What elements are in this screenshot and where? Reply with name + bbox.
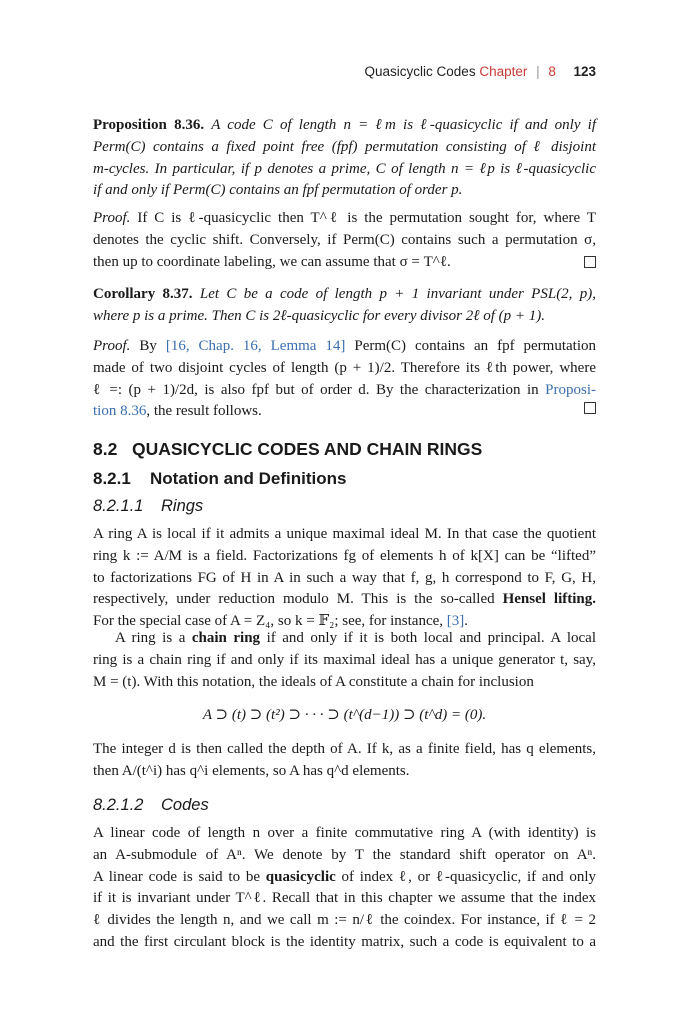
proof-text: , the result follows. bbox=[146, 403, 262, 420]
running-head-title: Quasicyclic Codes bbox=[364, 64, 476, 79]
rings-paragraph-2 bbox=[93, 628, 596, 693]
section-heading bbox=[93, 439, 482, 460]
text-run: A ring is a bbox=[115, 630, 186, 646]
cross-ref-link[interactable]: tion 8.36 bbox=[93, 403, 147, 420]
citation-link[interactable]: [3] bbox=[446, 613, 465, 630]
subsubsection-heading-rings bbox=[93, 497, 203, 516]
subsubsection-heading-codes bbox=[93, 796, 209, 815]
text-line: and the first circulant block is the identity matrix, such a code is equivalent to a bbox=[93, 933, 596, 950]
chain-ring-term: chain ring bbox=[191, 630, 261, 646]
proof-line: If C is ℓ-quasicyclic then T^ℓ is the permutation sought for, where T bbox=[137, 210, 597, 226]
text-run: For the special case of A = Z₄, so k = 𝔽₂; see, for instance, bbox=[93, 613, 444, 630]
subsubsection-title: Rings bbox=[161, 497, 204, 515]
running-head bbox=[365, 64, 596, 79]
proposition-line: if and only if Perm(C) contains an fpf permutation of order p. bbox=[93, 182, 463, 199]
text-line: A ring A is local if it admits a unique maximal ideal M. In that case the quotient bbox=[93, 526, 596, 542]
proof-label: Proof. bbox=[93, 338, 131, 354]
text-line: ℓ divides the length n, and we call m := n/ℓ the coindex. For instance, if ℓ = 2 bbox=[93, 912, 596, 929]
subsection-title: Notation and Definitions bbox=[150, 469, 347, 488]
text-line: to factorizations FG of H in A in such a way that f, g, h correspond to F, G, H, bbox=[93, 569, 596, 586]
text-run: if and only if it is both local and principal. A local bbox=[266, 630, 597, 646]
proof-prop-8-36 bbox=[93, 208, 596, 273]
proof-text: Perm(C) contains an fpf permutation bbox=[354, 338, 597, 354]
rings-paragraph-1 bbox=[93, 524, 596, 633]
proof-line: made of two disjoint cycles of length (p + 1)/2. Therefore its ℓth power, where bbox=[93, 359, 596, 376]
text-run: . bbox=[464, 613, 469, 630]
quasicyclic-term: quasicyclic bbox=[265, 868, 336, 885]
text-run: respectively, under reduction modulo M. This is the so-called bbox=[93, 591, 495, 608]
proposition-line: A code C of length n = ℓm is ℓ-quasicyclic if and only if bbox=[211, 117, 597, 133]
text-line: M = (t). With this notation, the ideals of A constitute a chain for inclusion bbox=[93, 673, 534, 690]
qed-symbol bbox=[584, 256, 596, 268]
text-line: then A/(t^i) has q^i elements, so A has q^d elements. bbox=[93, 762, 410, 779]
text-line: ring k := A/M is a field. Factorizations fg of elements h of k[X] can be “lifted” bbox=[93, 547, 596, 564]
rings-paragraph-3 bbox=[93, 739, 596, 783]
text-line: if it is invariant under T^ℓ. Recall that in this chapter we assume that the index bbox=[93, 890, 596, 907]
proof-line: denotes the cyclic shift. Conversely, if Perm(C) contains such a permutation σ, bbox=[93, 231, 596, 248]
proof-text: By bbox=[139, 338, 157, 354]
subsubsection-number: 8.2.1.1 bbox=[93, 497, 144, 515]
proof-cor-8-37 bbox=[93, 336, 596, 423]
text-line: an A-submodule of Aⁿ. We denote by T the standard shift operator on Aⁿ. bbox=[93, 846, 596, 863]
text-line: The integer d is then called the depth of A. If k, as a finite field, has q elements, bbox=[93, 741, 596, 757]
section-title: QUASICYCLIC CODES AND CHAIN RINGS bbox=[132, 439, 483, 459]
text-line: A linear code of length n over a finite commutative ring A (with identity) is bbox=[93, 825, 596, 841]
proof-text: ℓ =: (p + 1)/2d, is also fpf but of order d. By the characterization in bbox=[93, 381, 539, 398]
subsubsection-number: 8.2.1.2 bbox=[93, 796, 144, 814]
proposition-line: m-cycles. In particular, if p denotes a prime, C of length n = ℓp is ℓ-quasicyclic bbox=[93, 160, 596, 177]
cross-ref-link[interactable]: Proposi- bbox=[545, 381, 596, 398]
running-head-chapter-label: Chapter bbox=[479, 64, 528, 79]
subsection-number: 8.2.1 bbox=[93, 469, 131, 488]
proposition-label: Proposition 8.36. bbox=[93, 117, 205, 133]
proposition-line: Perm(C) contains a fixed point free (fpf) permutation consisting of ℓ disjoint bbox=[93, 138, 596, 155]
corollary-label: Corollary 8.37. bbox=[93, 286, 193, 302]
subsection-heading bbox=[93, 469, 346, 489]
page-number: 123 bbox=[573, 64, 596, 79]
running-head-chapter-number: 8 bbox=[548, 64, 556, 79]
qed-symbol bbox=[584, 402, 596, 414]
corollary-line: Let C be a code of length p + 1 invariant under PSL(2, p), bbox=[199, 286, 597, 302]
corollary-8-37 bbox=[93, 284, 596, 328]
proof-line: then up to coordinate labeling, we can assume that σ = T^ℓ. bbox=[93, 253, 451, 270]
corollary-line: where p is a prime. Then C is 2ℓ-quasicyclic for every divisor 2ℓ of (p + 1). bbox=[93, 307, 545, 324]
codes-paragraph bbox=[93, 823, 596, 954]
running-head-separator: | bbox=[536, 64, 540, 79]
text-run: of index ℓ, or ℓ-quasicyclic, if and only bbox=[341, 868, 597, 885]
text-run: A linear code is said to be bbox=[93, 868, 261, 885]
proposition-8-36 bbox=[93, 115, 596, 202]
display-equation: A ⊃ (t) ⊃ (t²) ⊃ · · · ⊃ (t^(d−1)) ⊃ (t^d) = (0). bbox=[202, 707, 487, 723]
proof-label: Proof. bbox=[93, 210, 131, 226]
subsubsection-title: Codes bbox=[161, 796, 209, 814]
section-number: 8.2 bbox=[93, 439, 118, 459]
text-line: ring is a chain ring if and only if its maximal ideal has a unique generator t, say, bbox=[93, 651, 596, 668]
hensel-lifting-term: Hensel lifting. bbox=[502, 591, 596, 608]
citation-link[interactable]: [16, Chap. 16, Lemma 14] bbox=[165, 338, 346, 354]
